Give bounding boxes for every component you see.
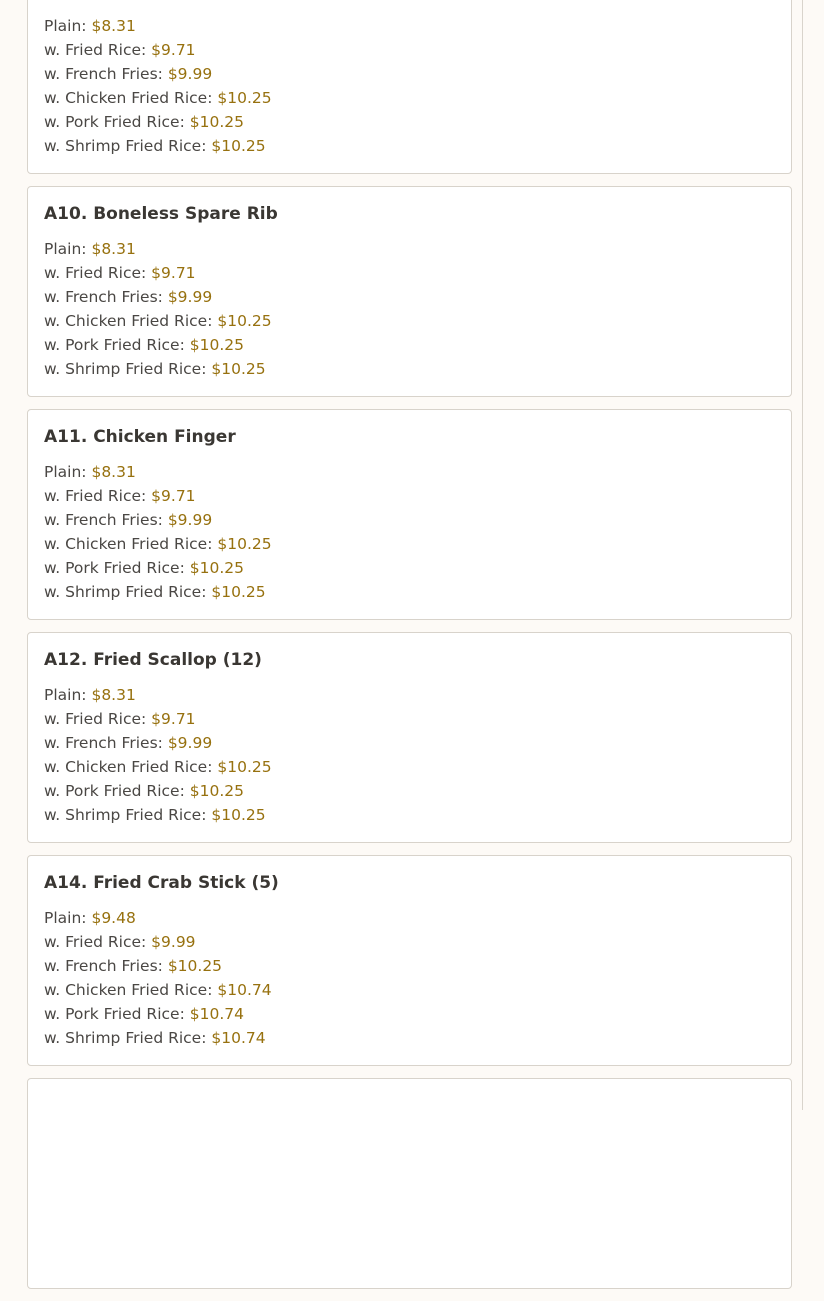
price-option-value: $10.25 — [189, 113, 244, 131]
price-option-row — [44, 285, 775, 309]
price-option-label: w. Pork Fried Rice: — [44, 336, 185, 354]
price-option-row — [44, 333, 775, 357]
price-option-label: Plain: — [44, 240, 87, 258]
price-option-value: $10.25 — [211, 137, 266, 155]
price-option-value: $8.31 — [91, 17, 136, 35]
price-option-row — [44, 62, 775, 86]
price-option-label: w. Pork Fried Rice: — [44, 113, 185, 131]
price-option-row — [44, 309, 775, 333]
price-option-label: w. Shrimp Fried Rice: — [44, 1029, 207, 1047]
price-option-label: w. French Fries: — [44, 511, 163, 529]
price-option-label: w. Chicken Fried Rice: — [44, 758, 213, 776]
price-option-value: $9.99 — [167, 511, 213, 529]
price-option-label: w. Pork Fried Rice: — [44, 1005, 185, 1023]
price-option-row — [44, 38, 775, 62]
price-option-row — [44, 707, 775, 731]
price-option-row — [44, 954, 775, 978]
price-option-value: $10.25 — [211, 583, 266, 601]
price-option-label: w. Pork Fried Rice: — [44, 782, 185, 800]
price-options — [44, 683, 775, 827]
price-option-row — [44, 930, 775, 954]
price-option-value: $9.71 — [151, 41, 196, 59]
price-option-row — [44, 86, 775, 110]
price-option-value: $9.71 — [151, 264, 196, 282]
price-option-label: w. Chicken Fried Rice: — [44, 981, 213, 999]
menu-item-card[interactable] — [27, 0, 792, 174]
price-option-label: w. Shrimp Fried Rice: — [44, 583, 207, 601]
price-option-label: w. Chicken Fried Rice: — [44, 89, 213, 107]
price-option-value: $10.25 — [217, 758, 272, 776]
price-option-value: $10.74 — [211, 1029, 266, 1047]
price-option-value: $10.25 — [211, 806, 266, 824]
price-option-label: w. Shrimp Fried Rice: — [44, 806, 207, 824]
price-option-label: Plain: — [44, 17, 87, 35]
price-option-row — [44, 110, 775, 134]
price-option-row — [44, 755, 775, 779]
price-option-row — [44, 357, 775, 381]
price-option-row — [44, 683, 775, 707]
price-option-value: $10.74 — [217, 981, 272, 999]
price-option-value: $9.99 — [151, 933, 196, 951]
price-option-value: $10.25 — [217, 312, 272, 330]
price-option-row — [44, 1026, 775, 1050]
price-option-row — [44, 134, 775, 158]
menu-item-title: A11. Chicken Finger — [44, 427, 236, 447]
menu-item-title — [44, 0, 775, 3]
price-option-label: w. Shrimp Fried Rice: — [44, 360, 207, 378]
price-option-label: Plain: — [44, 909, 87, 927]
price-option-row — [44, 556, 775, 580]
price-option-value: $10.25 — [217, 535, 272, 553]
price-option-label: w. French Fries: — [44, 65, 163, 83]
price-option-label: w. Pork Fried Rice: — [44, 559, 185, 577]
price-option-label: w. French Fries: — [44, 957, 163, 975]
menu-item-title — [44, 1094, 775, 1118]
price-option-label: w. French Fries: — [44, 734, 163, 752]
price-options — [44, 460, 775, 604]
page-right-border — [802, 0, 803, 1110]
price-option-label: w. Fried Rice: — [44, 710, 147, 728]
price-option-value: $10.25 — [189, 559, 244, 577]
price-option-row — [44, 803, 775, 827]
menu-item-card[interactable] — [27, 855, 792, 1066]
price-option-value: $10.25 — [211, 360, 266, 378]
price-option-value: $8.31 — [91, 463, 136, 481]
price-option-value: $9.71 — [151, 710, 196, 728]
price-option-value: $8.31 — [91, 686, 136, 704]
price-options — [44, 237, 775, 381]
price-options — [44, 906, 775, 1050]
price-option-value: $10.25 — [189, 336, 244, 354]
price-option-label: Plain: — [44, 463, 87, 481]
price-option-value: $9.99 — [167, 65, 213, 83]
price-option-label: Plain: — [44, 686, 87, 704]
price-option-value: $10.25 — [167, 957, 223, 975]
price-option-row — [44, 508, 775, 532]
price-option-value: $9.71 — [151, 487, 196, 505]
price-option-row — [44, 237, 775, 261]
price-option-row — [44, 580, 775, 604]
price-option-label: w. Fried Rice: — [44, 933, 147, 951]
price-option-label: w. Fried Rice: — [44, 264, 147, 282]
price-option-row — [44, 978, 775, 1002]
price-option-value: $10.25 — [189, 782, 244, 800]
price-option-row — [44, 484, 775, 508]
menu-item-list — [27, 0, 792, 1301]
menu-item-title: A10. Boneless Spare Rib — [44, 204, 278, 224]
price-option-label: w. Chicken Fried Rice: — [44, 312, 213, 330]
menu-item-title: A14. Fried Crab Stick (5) — [44, 873, 279, 893]
price-option-value: $8.31 — [91, 240, 136, 258]
menu-item-card[interactable] — [27, 632, 792, 843]
price-options — [44, 14, 775, 158]
price-option-value: $9.99 — [167, 288, 213, 306]
price-option-row — [44, 532, 775, 556]
price-option-label: w. Fried Rice: — [44, 41, 147, 59]
price-option-value: $9.48 — [91, 909, 136, 927]
price-option-row — [44, 460, 775, 484]
price-option-label: w. Fried Rice: — [44, 487, 147, 505]
price-option-row — [44, 261, 775, 285]
price-option-label: w. Shrimp Fried Rice: — [44, 137, 207, 155]
menu-item-card[interactable] — [27, 409, 792, 620]
menu-item-title: A12. Fried Scallop (12) — [44, 650, 262, 670]
price-option-row — [44, 1002, 775, 1026]
price-option-row — [44, 779, 775, 803]
menu-item-card[interactable] — [27, 186, 792, 397]
price-option-label: w. French Fries: — [44, 288, 163, 306]
price-option-value: $10.25 — [217, 89, 272, 107]
price-option-value: $9.99 — [167, 734, 213, 752]
price-option-value: $10.74 — [189, 1005, 244, 1023]
price-option-label: w. Chicken Fried Rice: — [44, 535, 213, 553]
price-option-row — [44, 731, 775, 755]
price-option-row — [44, 14, 775, 38]
price-option-row — [44, 906, 775, 930]
